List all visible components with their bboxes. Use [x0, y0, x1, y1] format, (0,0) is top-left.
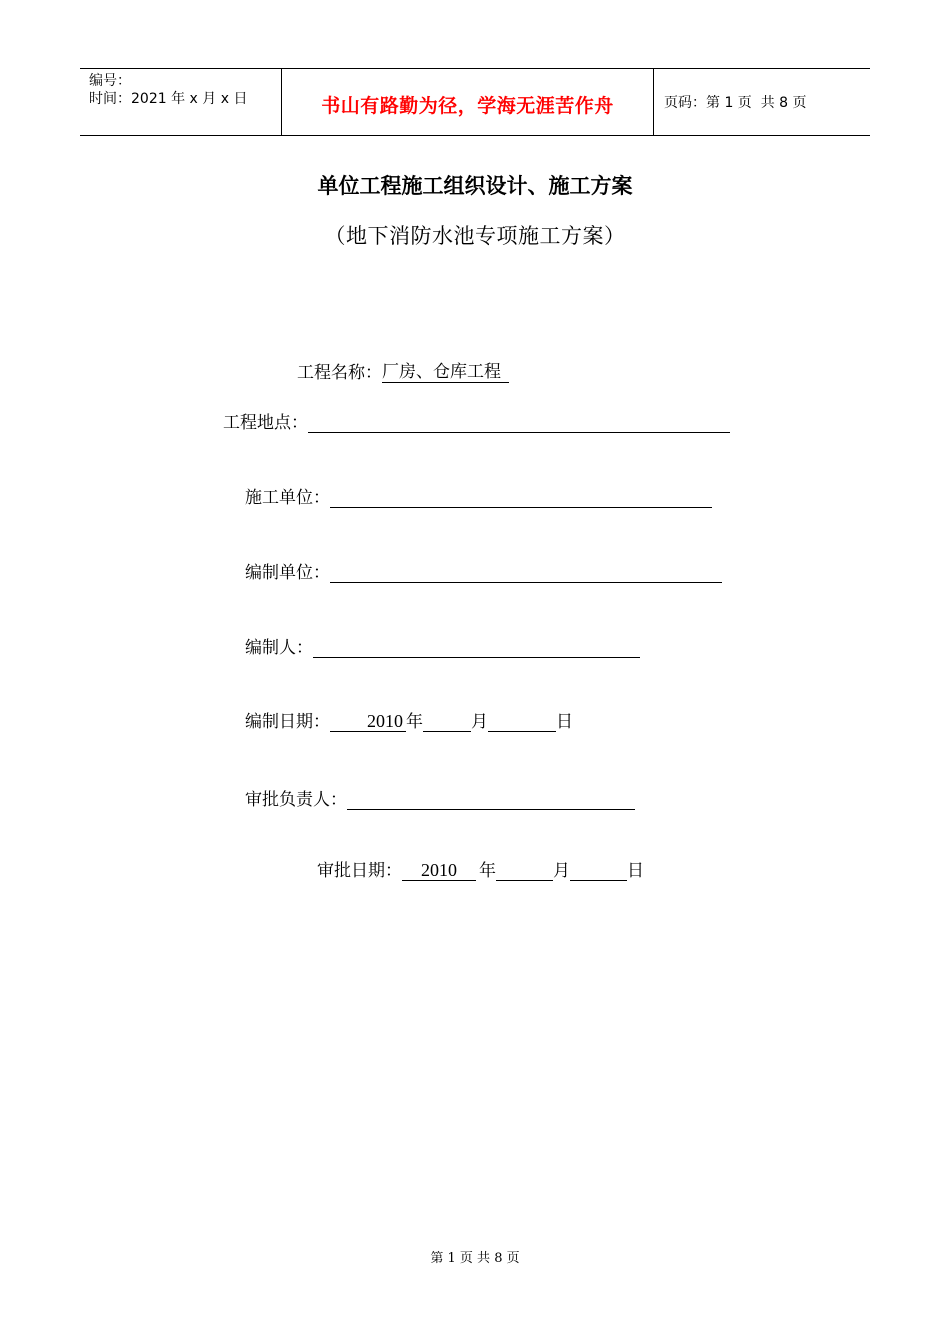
page-footer: 第 1 页 共 8 页: [430, 1251, 520, 1266]
compiling-unit-field: [245, 558, 722, 583]
approve-month-char: 月: [553, 861, 570, 881]
construction-unit-field: [245, 483, 712, 508]
compile-year-value: 2010: [330, 711, 406, 732]
time-label: 时间：2021 年 x 月 x 日: [89, 91, 248, 107]
approver-label: 审批负责人：: [245, 790, 347, 810]
approver-field: [245, 785, 635, 810]
motto: 书山有路勤为径，学海无涯苦作舟: [321, 94, 614, 117]
compile-day-blank: [488, 711, 556, 732]
compile-year-char: 年: [406, 712, 423, 732]
compile-day-char: 日: [556, 712, 573, 732]
compiling-unit-label: 编制单位：: [245, 563, 330, 583]
approve-date-field: [317, 856, 644, 881]
compiler-label: 编制人：: [245, 638, 313, 658]
document-subtitle: （地下消防水池专项施工方案）: [324, 224, 626, 248]
construction-unit-blank: [330, 487, 712, 508]
project-name-value: 厂房、仓库工程: [382, 362, 509, 383]
approve-year-value: 2010: [402, 860, 476, 881]
approve-day-char: 日: [627, 861, 644, 881]
approve-date-label: 审批日期：: [317, 861, 402, 881]
compiler-blank: [313, 637, 640, 658]
compiling-unit-blank: [330, 562, 722, 583]
project-site-field: [223, 408, 730, 433]
compile-month-char: 月: [471, 712, 488, 732]
document-title: 单位工程施工组织设计、施工方案: [317, 174, 633, 198]
project-site-blank: [308, 412, 730, 433]
compile-month-blank: [423, 711, 471, 732]
project-name-field: [297, 358, 509, 383]
project-name-label: 工程名称：: [297, 363, 382, 383]
page-label: 页码：第 1 页 共 8 页: [664, 95, 807, 111]
header-page-cell: [654, 69, 870, 135]
compile-date-label: 编制日期：: [245, 712, 330, 732]
approve-year-char: 年: [479, 861, 496, 881]
compiler-field: [245, 633, 640, 658]
approver-blank: [347, 789, 635, 810]
header-meta-cell: [80, 69, 282, 135]
code-label: 编号：: [89, 73, 131, 89]
header-table: [80, 68, 870, 136]
compile-date-field: [245, 707, 573, 732]
approve-day-blank: [570, 860, 627, 881]
project-site-label: 工程地点：: [223, 413, 308, 433]
construction-unit-label: 施工单位：: [245, 488, 330, 508]
approve-month-blank: [496, 860, 553, 881]
header-motto-cell: [282, 69, 654, 135]
